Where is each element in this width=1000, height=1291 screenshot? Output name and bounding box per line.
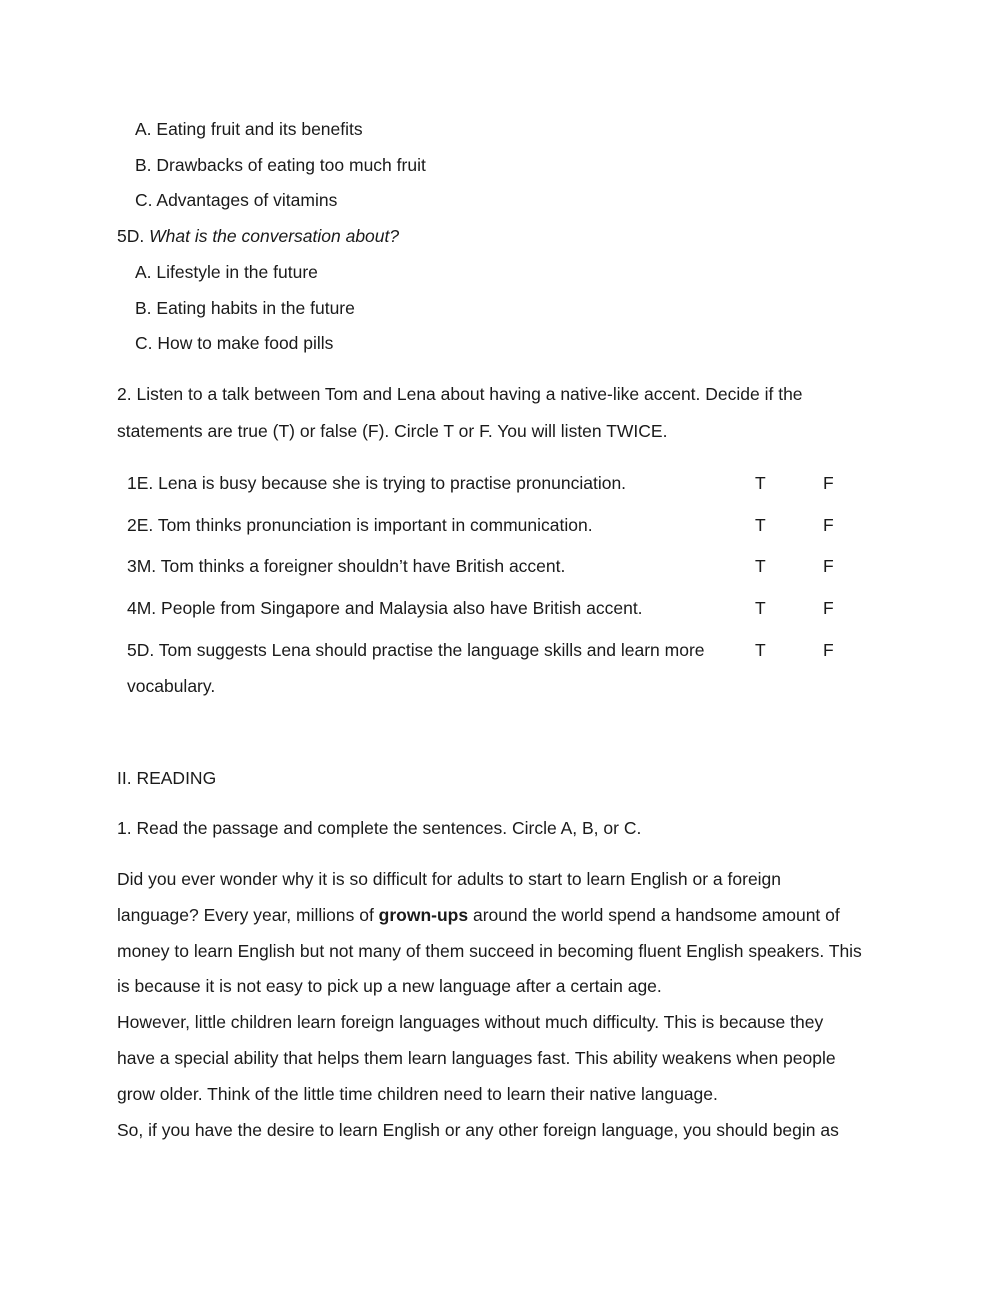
reading-section-title: II. READING: [117, 768, 217, 788]
tf-statement-4: 4M. People from Singapore and Malaysia also have British accent.: [127, 598, 643, 618]
reading-instruction: 1. Read the passage and complete the sentences. Circle A, B, or C.: [117, 818, 642, 838]
passage-line: However, little children learn foreign languages without much difficulty. This is because they: [117, 1012, 824, 1032]
passage-text: around the world spend a handsome amount of: [468, 905, 840, 925]
passage-line: money to learn English but not many of them succeed in becoming fluent English speakers. This: [117, 941, 862, 961]
q4-option-a: A. Eating fruit and its benefits: [135, 119, 363, 139]
tf-statement-3: 3M. Tom thinks a foreigner shouldn’t have British accent.: [127, 556, 566, 576]
tf-option-true-4[interactable]: T: [755, 598, 766, 618]
tf-statement-5: 5D. Tom suggests Lena should practise the language skills and learn more: [127, 640, 705, 660]
passage-text: language? Every year, millions of: [117, 905, 379, 925]
tf-option-true-5[interactable]: T: [755, 640, 766, 660]
passage-line: Did you ever wonder why it is so difficult for adults to start to learn English or a foreign: [117, 869, 782, 889]
q5-question-text: What is the conversation about?: [149, 226, 400, 246]
task2-instruction-line1: 2. Listen to a talk between Tom and Lena about having a native-like accent. Decide if the: [117, 384, 803, 404]
tf-option-false-4[interactable]: F: [823, 598, 834, 618]
passage-bold-word: grown-ups: [378, 905, 469, 925]
q5-option-b: B. Eating habits in the future: [135, 298, 355, 318]
tf-option-false-2[interactable]: F: [823, 515, 834, 535]
tf-option-false-5[interactable]: F: [823, 640, 834, 660]
q4-option-c: C. Advantages of vitamins: [135, 190, 338, 210]
tf-statement-5-continued: vocabulary.: [127, 676, 216, 696]
q5-number: 5D.: [117, 226, 145, 246]
tf-option-true-2[interactable]: T: [755, 515, 766, 535]
tf-option-true-3[interactable]: T: [755, 556, 766, 576]
q5-question: [117, 225, 399, 247]
tf-statement-2: 2E. Tom thinks pronunciation is important in communication.: [127, 515, 593, 535]
passage-line: grow older. Think of the little time children need to learn their native language.: [117, 1084, 718, 1104]
q5-option-a: A. Lifestyle in the future: [135, 262, 318, 282]
tf-option-true-1[interactable]: T: [755, 473, 766, 493]
passage-line: [117, 904, 840, 926]
q5-option-c: C. How to make food pills: [135, 333, 334, 353]
passage-line: So, if you have the desire to learn English or any other foreign language, you should begin as: [117, 1120, 839, 1140]
tf-option-false-1[interactable]: F: [823, 473, 834, 493]
passage-line: have a special ability that helps them learn languages fast. This ability weakens when people: [117, 1048, 836, 1068]
passage-line: is because it is not easy to pick up a new language after a certain age.: [117, 976, 662, 996]
tf-option-false-3[interactable]: F: [823, 556, 834, 576]
tf-statement-1: 1E. Lena is busy because she is trying to practise pronunciation.: [127, 473, 627, 493]
q4-option-b: B. Drawbacks of eating too much fruit: [135, 155, 426, 175]
task2-instruction-line2: statements are true (T) or false (F). Circle T or F. You will listen TWICE.: [117, 421, 668, 441]
